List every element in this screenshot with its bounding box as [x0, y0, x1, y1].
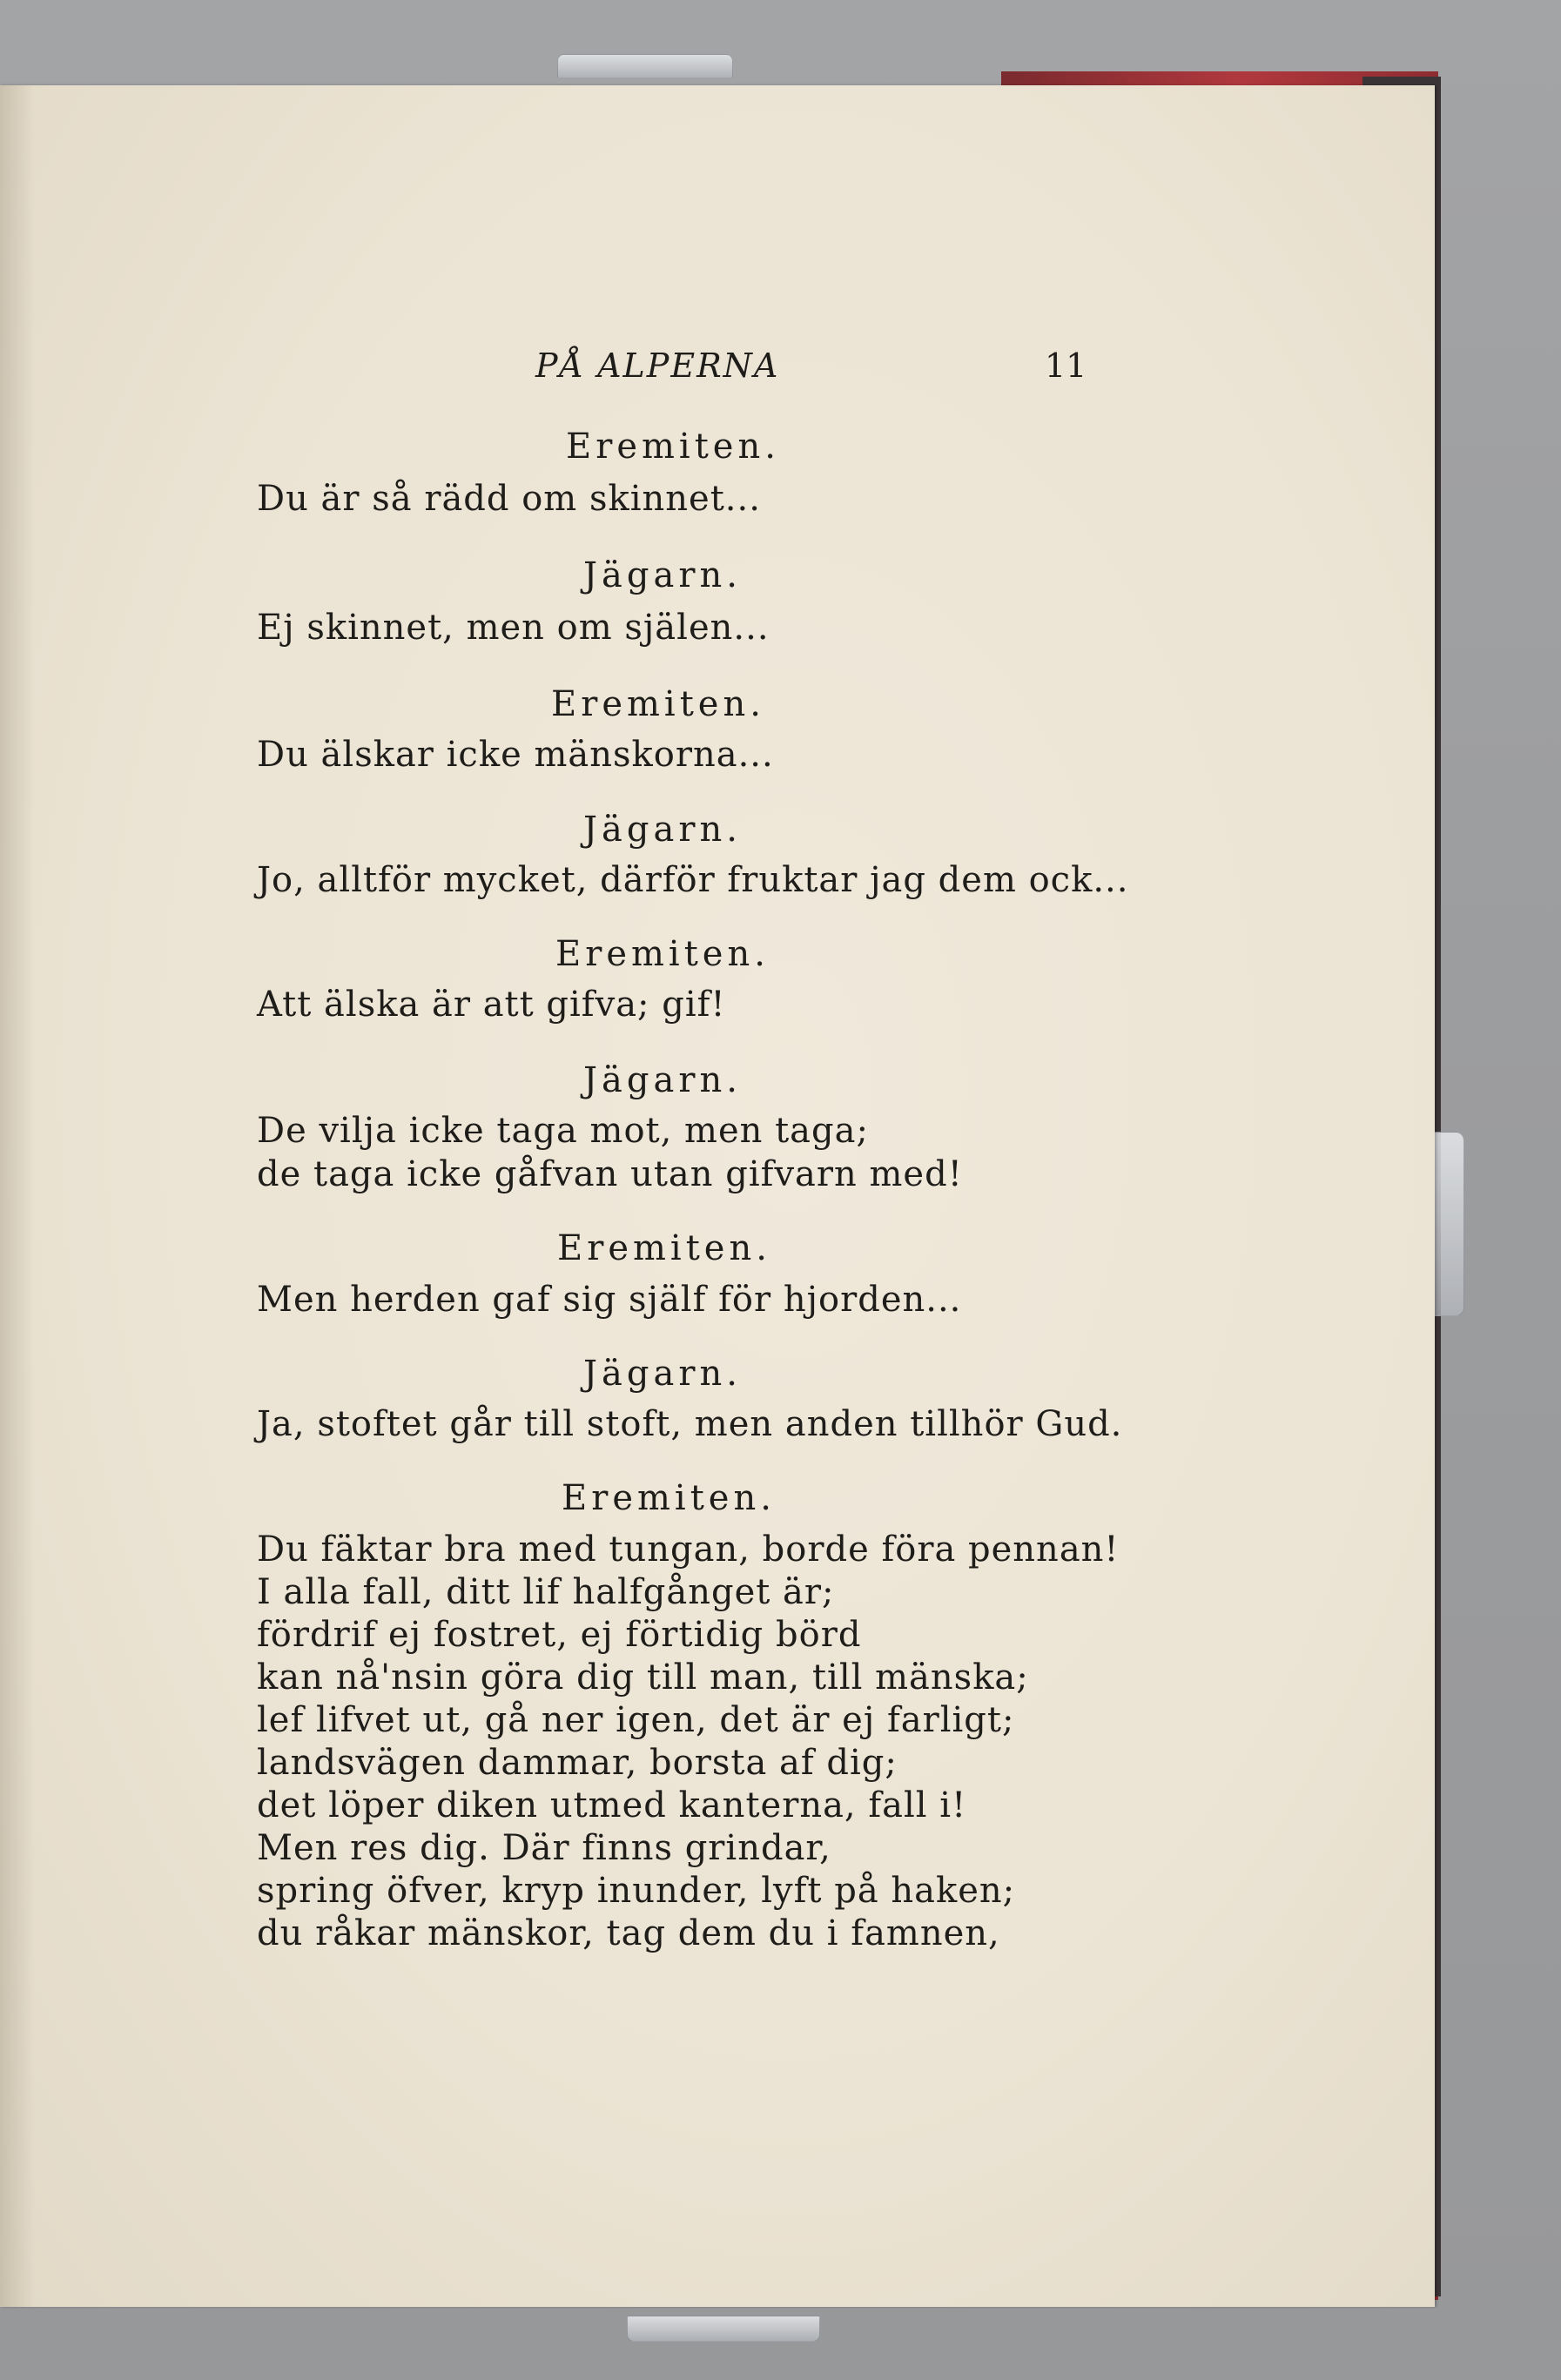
speaker-label: Eremiten.: [562, 1478, 776, 1518]
speaker-label: Eremiten.: [557, 1228, 771, 1268]
verse-line: Att älska är att gifva; gif!: [257, 985, 726, 1025]
page-number: 11: [1045, 346, 1087, 385]
speaker-label: Jägarn.: [583, 1060, 742, 1100]
verse-line: lef lifvet ut, gå ner igen, det är ej farligt;: [257, 1700, 1015, 1740]
verse-line: Men herden gaf sig själf för hjorden...: [257, 1280, 962, 1320]
verse-line: kan nå'nsin göra dig till man, till mänska;: [257, 1657, 1029, 1698]
gutter-shadow: [0, 85, 35, 2307]
verse-line: I alla fall, ditt lif halfgånget är;: [257, 1572, 835, 1612]
verse-line: Du älskar icke mänskorna...: [257, 735, 774, 775]
page-clip-bottom: [627, 2316, 820, 2342]
speaker-label: Eremiten.: [555, 934, 770, 974]
verse-line: Du fäktar bra med tungan, borde föra pennan!: [257, 1530, 1120, 1570]
speaker-label: Eremiten.: [551, 684, 765, 724]
verse-line: Ja, stoftet går till stoft, men anden tillhör Gud.: [257, 1404, 1123, 1444]
speaker-label: Jägarn.: [583, 810, 742, 850]
verse-line: fördrif ej fostret, ej förtidig börd: [257, 1615, 862, 1655]
speaker-label: Eremiten.: [566, 427, 780, 467]
verse-line: Men res dig. Där finns grindar,: [257, 1828, 831, 1868]
verse-line: spring öfver, kryp inunder, lyft på haken;: [257, 1871, 1016, 1911]
page-clip-top: [557, 54, 733, 78]
book-page: [0, 85, 1435, 2307]
verse-line: De vilja icke taga mot, men taga;: [257, 1111, 869, 1151]
verse-line: Ej skinnet, men om själen...: [257, 608, 770, 648]
verse-line: det löper diken utmed kanterna, fall i!: [257, 1785, 967, 1825]
verse-line: landsvägen dammar, borsta af dig;: [257, 1743, 898, 1783]
verse-line: Du är så rädd om skinnet...: [257, 479, 761, 519]
verse-line: du råkar mänskor, tag dem du i famnen,: [257, 1913, 1000, 1953]
speaker-label: Jägarn.: [583, 1354, 742, 1394]
running-title: PÅ ALPERNA: [535, 346, 780, 385]
speaker-label: Jägarn.: [583, 555, 742, 595]
verse-line: de taga icke gåfvan utan gifvarn med!: [257, 1154, 963, 1194]
verse-line: Jo, alltför mycket, därför fruktar jag dem ock...: [257, 860, 1129, 900]
